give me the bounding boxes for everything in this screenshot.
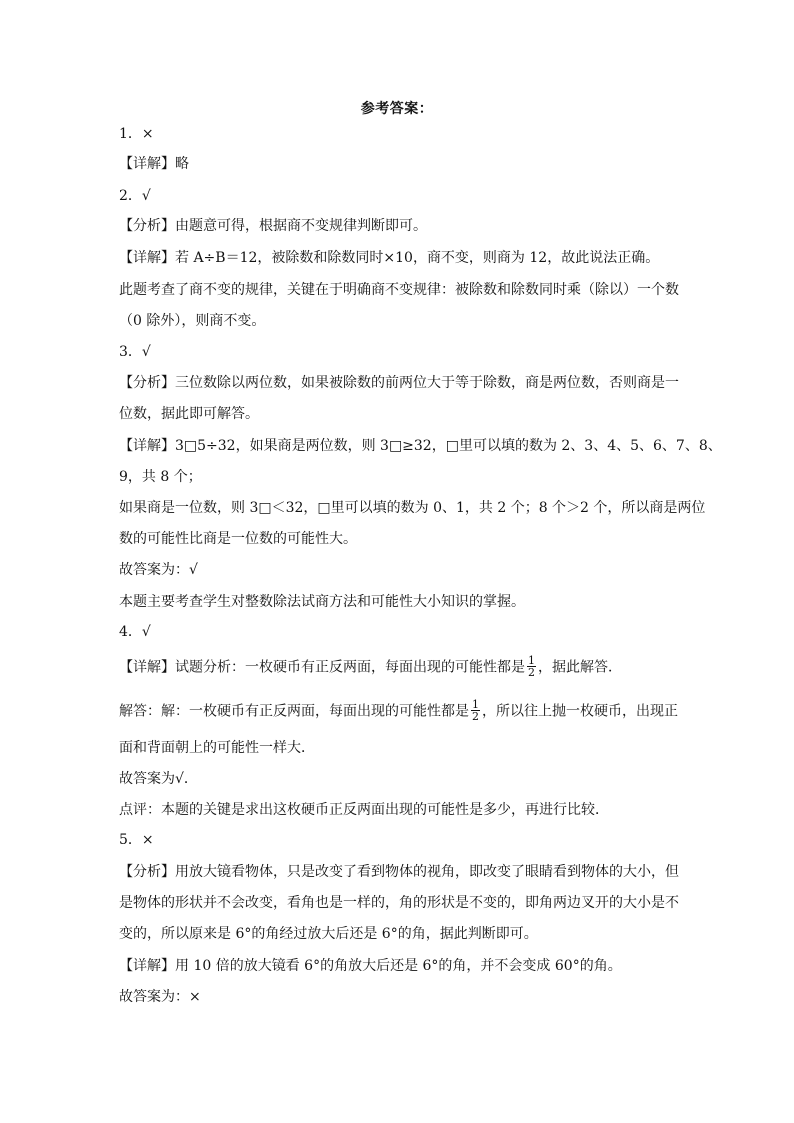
answer-2-result: 2．√ <box>119 188 151 204</box>
answer-3-detail-line3: 如果商是一位数，则 3□＜32，□里可以填的数为 0、1，共 2 个；8 个＞2 个，所以商是两位 <box>119 500 706 516</box>
answer-5-analysis-line2: 是物体的形状并不会改变，看角也是一样的，角的形状是不变的，即角两边叉开的大小是不 <box>119 895 679 911</box>
fraction-denominator: 2 <box>528 666 535 679</box>
answer-4-solution-post: ，所以往上抛一枚硬币，出现正 <box>482 703 678 720</box>
answer-3-detail-line4: 数的可能性比商是一位数的可能性大。 <box>119 531 357 547</box>
answer-2-note-line1: 此题考查了商不变的规律，关键在于明确商不变规律：被除数和除数同时乘（除以）一个数 <box>119 282 679 298</box>
answer-2-note-line2: （0 除外），则商不变。 <box>119 313 266 329</box>
answer-3-analysis-line2: 位数，据此即可解答。 <box>119 406 259 422</box>
fraction-one-half-2 <box>471 699 480 722</box>
answer-4-solution-pre: 解答：解：一枚硬币有正反两面，每面出现的可能性都是 <box>119 703 469 720</box>
answer-3-result: 3．√ <box>119 344 151 360</box>
answer-1-detail: 【详解】略 <box>119 156 189 172</box>
answer-4-detail-post: ，据此解答． <box>538 659 622 676</box>
answer-4-comment: 点评：本题的关键是求出这枚硬币正反两面出现的可能性是多少，再进行比较． <box>119 802 609 818</box>
fraction-numerator-2: 1 <box>472 698 479 711</box>
answer-4-detail-pre: 【详解】试题分析：一枚硬币有正反两面，每面出现的可能性都是 <box>119 659 525 676</box>
answer-4-solution-line1 <box>119 700 679 723</box>
answer-4-result: 4．√ <box>119 624 151 640</box>
answer-5-analysis-line3: 变的，所以原来是 6°的角经过放大后还是 6°的角，据此判断即可。 <box>119 926 538 942</box>
answer-3-summary: 本题主要考查学生对整数除法试商方法和可能性大小知识的掌握。 <box>119 594 525 610</box>
answer-3-detail-line1: 【详解】3□5÷32，如果商是两位数，则 3□≥32，□里可以填的数为 2、3、4、5、6、7、8、 <box>119 438 722 454</box>
page-title: 参考答案： <box>360 101 434 117</box>
answer-2-detail: 【详解】若 A÷B＝12，被除数和除数同时×10，商不变，则商为 12，故此说法正确。 <box>119 250 660 266</box>
answer-1-result: 1．× <box>119 126 154 142</box>
answer-3-detail-line2: 9，共 8 个； <box>119 469 202 485</box>
answer-4-solution-line2: 面和背面朝上的可能性一样大． <box>119 740 315 756</box>
answer-2-analysis: 【分析】由题意可得，根据商不变规律判断即可。 <box>119 218 427 234</box>
answer-4-detail <box>119 656 679 679</box>
fraction-one-half <box>527 655 536 678</box>
answer-5-result: 5．× <box>119 832 154 848</box>
answer-5-conclusion: 故答案为：× <box>119 989 201 1005</box>
answer-5-analysis-line1: 【分析】用放大镜看物体，只是改变了看到物体的视角，即改变了眼睛看到物体的大小，但 <box>119 864 679 880</box>
answer-4-conclusion: 故答案为√． <box>119 771 198 787</box>
fraction-numerator: 1 <box>528 654 535 667</box>
answer-3-conclusion: 故答案为：√ <box>119 562 198 578</box>
answer-3-analysis-line1: 【分析】三位数除以两位数，如果被除数的前两位大于等于除数，商是两位数，否则商是一 <box>119 375 679 391</box>
fraction-denominator-2: 2 <box>472 710 479 723</box>
answer-5-detail: 【详解】用 10 倍的放大镜看 6°的角放大后还是 6°的角，并不会变成 60°的角。 <box>119 958 622 974</box>
